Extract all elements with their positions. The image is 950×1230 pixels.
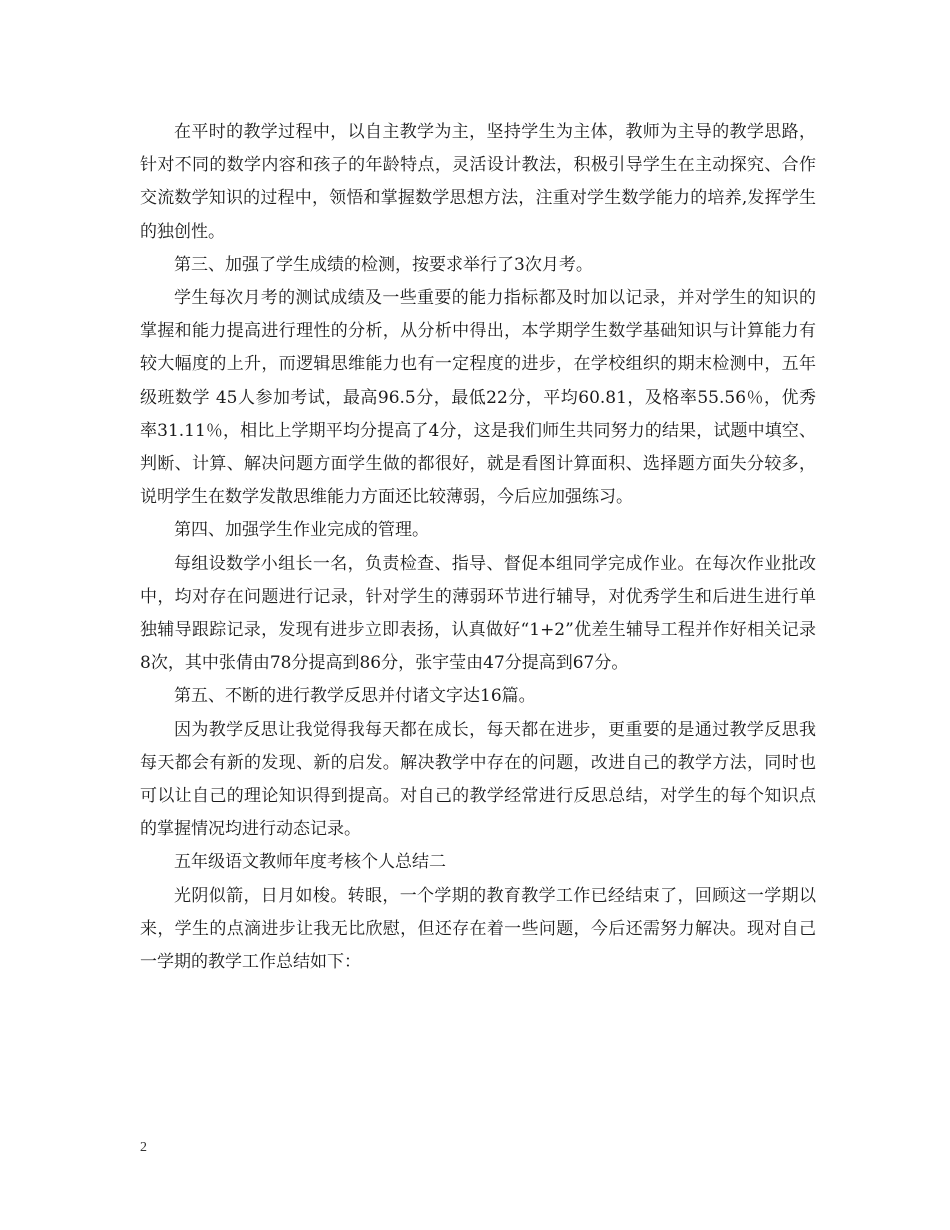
section-title-summary-two: 五年级语文教师年度考核个人总结二 <box>174 852 446 873</box>
heading-fifth-point: 第五、不断的进行教学反思并付诸文字达16篇。 <box>174 686 536 707</box>
paragraph-teaching-approach: 在平时的教学过程中，以自主教学为主，坚持学生为主体，教师为主导的教学思路，针对不同的数学内容和孩子的年龄特点，灵活设计教法，积极引导学生在主动探究、合作交流数学知识的过程中，领悟和掌握数学思想方法，注重对学生数学能力的培养,发挥学生的独创性。 <box>140 122 816 242</box>
paragraph-teaching-reflection: 因为教学反思让我觉得我每天都在成长，每天都在进步，更重要的是通过教学反思我每天都会有新的发现、新的启发。解决教学中存在的问题，改进自己的教学方法，同时也可以让自己的理论知识得到提高。对自己的教学经常进行反思总结，对学生的每个知识点的掌握情况均进行动态记录。 <box>140 719 816 840</box>
paragraph-exam-analysis: 学生每次月考的测试成绩及一些重要的能力指标都及时加以记录，并对学生的知识的掌握和能力提高进行理性的分析，从分析中得出，本学期学生数学基础知识与计算能力有较大幅度的上升，而逻辑思维能力也有一定程度的进步，在学校组织的期末检测中，五年级班数学 45人参加考试，最高96.5分，最低22分，平均60.81，及格率55.56％，优秀率31.11％，相比上学期平均分提高了4分，这是我们师生共同努力的结果，试题中填空、判断、计算、解决问题方面学生做的都很好，就是看图计算面积、选择题方面失分较多，说明学生在数学发散思维能力方面还比较薄弱，今后应加强练习。 <box>140 288 816 508</box>
document-body <box>140 116 816 979</box>
paragraph-summary-intro: 光阴似箭，日月如梭。转眼，一个学期的教育教学工作已经结束了，回顾这一学期以来，学生的点滴进步让我无比欣慰，但还存在着一些问题，今后还需努力解决。现对自己一学期的教学工作总结如下： <box>140 885 816 973</box>
heading-fourth-point: 第四、加强学生作业完成的管理。 <box>174 520 429 541</box>
paragraph-homework-management: 每组设数学小组长一名，负责检查、指导、督促本组同学完成作业。在每次作业批改中，均对存在问题进行记录，针对学生的薄弱环节进行辅导，对优秀学生和后进生进行单独辅导跟踪记录，发现有进步立即表扬，认真做好“1+2”优差生辅导工程并作好相关记录8次，其中张倩由78分提高到86分，张宇莹由47分提高到67分。 <box>140 553 816 674</box>
heading-third-point: 第三、加强了学生成绩的检测，按要求举行了3次月考。 <box>174 254 593 275</box>
page-number: 2 <box>140 1140 147 1155</box>
